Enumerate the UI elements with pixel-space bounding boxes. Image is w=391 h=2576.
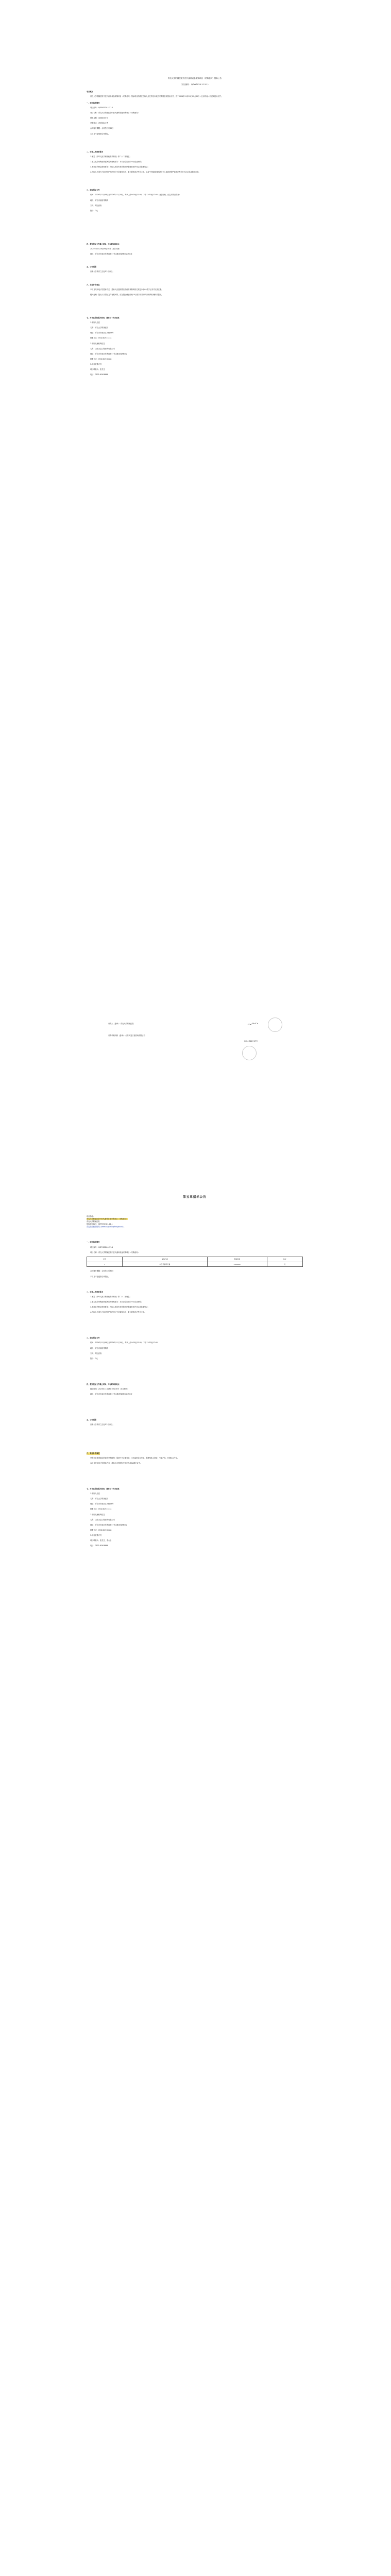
list-item: 电话：0532-82918888 (90, 374, 109, 376)
list-item: 地址：青岛市市南区东海西路37号金都花园A座6层 (90, 1523, 128, 1526)
col-header-index: 序号 (87, 1257, 123, 1262)
cell-index: 1 (87, 1262, 123, 1267)
handwritten-signature (247, 1023, 259, 1026)
doc1-section-3-body (87, 194, 303, 212)
doc1-sign-purchaser: 采购人（盖章）：青岛大学附属医院 (108, 1023, 134, 1025)
doc1-section-5-body (87, 270, 303, 273)
list-item: 地点：青岛市政府采购网 (90, 1347, 109, 1349)
list-item: 本项目不接受联合体投标。 (90, 1275, 110, 1278)
list-item: 1.满足《中华人民共和国政府采购法》第二十二条规定； (90, 155, 131, 158)
list-item: 联系方式：0532-82911234 (90, 337, 112, 340)
doc1-section-6-body (87, 289, 303, 296)
col-header-budget: 预算金额 (207, 1257, 267, 1262)
list-item: 名称：青岛大学附属医院 (90, 327, 109, 329)
agency-seal (242, 1046, 257, 1060)
list-item: 自本公告发布之日起5个工作日。 (90, 270, 114, 273)
doc2-summary-label: 项目名称： (87, 1215, 95, 1217)
list-item: 2.落实政府采购政策需满足的资格要求：本项目专门面向中小企业采购； (90, 1300, 143, 1303)
doc1-section-4-body (87, 248, 303, 256)
list-item: 名称：山东天鉴工程咨询有限公司 (90, 347, 115, 350)
list-item: 合同履行期限：合同签订后30日 (90, 1270, 114, 1273)
list-item: 1.满足《中华人民共和国政府采购法》第二十二条规定； (90, 1295, 131, 1298)
list-item: 3.项目联系方式 (90, 1534, 102, 1537)
list-item: 名称：山东天鉴工程咨询有限公司 (90, 1518, 115, 1521)
list-item: 疑问处理：投标人对招标文件有疑问的，应在投标截止时间10日前以书面形式向采购代理机构提出。 (90, 293, 163, 296)
doc2-section-2: 二、申请人的资格要求 (87, 1291, 103, 1293)
doc1-code: （项目编号：QDYY2024-1-11-1） (180, 83, 210, 86)
doc1-section-3: 三、获取招标文件 (87, 189, 100, 192)
list-item: 项目名称：青岛大学附属医院中医代谢科设备采购项目（采购意向） (90, 1251, 140, 1253)
budget-table (87, 1257, 303, 1267)
doc2-purchaser: 青岛大学附属医院 (87, 1221, 100, 1223)
announcement-page-1 (0, 0, 391, 1139)
budget-table-header (87, 1257, 303, 1262)
list-item: 3.项目联系方式 (90, 363, 102, 365)
doc2-section-4: 四、提交投标文件截止时间、开标时间和地点 (87, 1383, 120, 1385)
list-item: 方式：网上获取 (90, 204, 102, 207)
official-seal (268, 1018, 282, 1032)
cell-budget: 1500000 (207, 1262, 267, 1267)
doc1-section-5: 五、公告期限 (87, 266, 97, 268)
list-item: 采购需求：详见招标文件 (90, 122, 109, 125)
list-item: 联系方式：0532-82911234 (90, 1508, 112, 1511)
list-item: 项目联系人：张先生、李女士 (90, 1539, 112, 1542)
cell-content: 中医代谢科设备 (123, 1262, 207, 1267)
list-item: 3.本项目的特定资格要求：投标人须具有有效的医疗器械经营许可证或备案凭证； (90, 1306, 149, 1309)
doc1-date: 2024年11月07日 (244, 1040, 258, 1043)
doc1-intro: 青岛大学附属医院中医代谢科设备采购项目（采购意向）招标项目的潜在投标人应在青岛市政府采购网获取招标文件，并于2024年11月28日09点30分（北京时间）前递交投标文件。 (90, 95, 223, 97)
list-item: 项目编号：QDYY2024-1-11-1 (90, 106, 113, 109)
list-item: 本项目采用电子招投标方式，投标人应按照青岛市政府采购网有关规定办理CA数字证书并完成注册。 (90, 288, 163, 291)
col-header-content: 采购内容 (123, 1257, 207, 1262)
doc2-summary (87, 1215, 303, 1229)
doc2-contacts (87, 1493, 303, 1547)
list-item: 方式：网上获取 (90, 1352, 102, 1354)
list-item: 项目编号：QDYY2024-1-11-1 (90, 1246, 113, 1248)
doc2-section-6-body (87, 1457, 303, 1465)
doc2-title: 第五章招标公告 (183, 1196, 207, 1199)
list-item: 2.采购代理机构信息 (90, 1513, 105, 1516)
list-item: 地点：青岛市市南区东海西路37号金都花园A座6层开标室 (90, 253, 132, 256)
col-header-unit: 单位 (267, 1257, 303, 1262)
doc1-section-1: 一、项目基本情况 (87, 101, 100, 104)
list-item: 截止时间：2024年11月28日09点30分（北京时间） (90, 1388, 129, 1391)
list-item: 地址：青岛市市南区东海西路37号金都花园A座6层 (90, 352, 128, 355)
list-item: 电话：0532-82918888 (90, 1545, 109, 1547)
doc2-section-4-body (87, 1388, 303, 1396)
doc1-contacts (87, 321, 303, 376)
list-item: 本项目采用电子招投标方式，投标人应按照有关规定办理CA数字证书。 (90, 1462, 142, 1464)
list-item: 项目名称：青岛大学附属医院中医代谢科设备采购项目（采购意向） (90, 112, 140, 114)
doc2-section-1-tail (87, 1270, 303, 1278)
list-item: 2.采购代理机构信息 (90, 342, 105, 345)
announcement-page-2 (0, 1139, 391, 2576)
list-item: 名称：青岛大学附属医院 (90, 1498, 109, 1500)
doc2-project-name-highlight: 青岛大学附属医院中医代谢科设备采购项目（采购意向） (87, 1217, 128, 1220)
doc2-website: 青岛市政府采购网（www.ccgp-qingdao.gov.cn） (87, 1226, 125, 1228)
list-item: 4.投标人不得为“信用中国”网站列入失信被执行人、重大税收违法失信主体，以及“中国政府采购网”列入政府采购严重违法失信行为记录名单的供应商。 (90, 171, 200, 174)
list-item: 自本公告发布之日起5个工作日。 (90, 1423, 114, 1426)
doc2-section-1-body (87, 1246, 303, 1254)
list-item: 本项目不接受联合体投标。 (90, 132, 110, 135)
list-item: 2.落实政府采购政策需满足的资格要求：本项目专门面向中小企业采购； (90, 160, 143, 163)
doc2-section-5: 五、公告期限 (87, 1419, 97, 1421)
list-item: 时间：2024年11月08日至2024年11月15日，每天上午9:00至11:30，下午13:30至17:00 (90, 1342, 158, 1344)
list-item: 时间：2024年11月08日至2024年11月15日，每天上午9:00至11:30，下午13:30至17:00（北京时间，法定节假日除外） (90, 194, 181, 196)
list-item: 售价：0元 (90, 209, 98, 212)
doc2-section-3-body (87, 1342, 303, 1360)
cell-unit: 元 (267, 1262, 303, 1267)
doc1-title: 青岛大学附属医院中医代谢科设备采购项目（采购意向）招标公告 (167, 77, 222, 79)
doc1-section-2: 二、申请人的资格要求 (87, 150, 103, 153)
list-item: 1.采购人信息 (90, 321, 100, 324)
list-item: 地址：青岛市市南区江苏路16号 (90, 332, 114, 334)
list-item: 联系方式：0532-82918888 (90, 1529, 112, 1531)
doc2-code: 招标项目编号：QDYY2024-1-11-1 (87, 1223, 113, 1226)
list-item: 3.本项目的特定资格要求：投标人须具有有效的医疗器械经营许可证或备案凭证； (90, 166, 149, 168)
list-item: 地址：青岛市市南区江苏路16号 (90, 1503, 114, 1505)
list-item: 采购项目需要落实的政府采购政策：促进中小企业发展、支持监狱企业发展、促进残疾人就业、节能产品、环境标志产品。 (90, 1456, 179, 1459)
list-item: 联系方式：0532-82918888 (90, 358, 112, 360)
list-item: 合同履行期限：合同签订后30日 (90, 127, 114, 130)
page-2-content (87, 1195, 303, 1550)
list-item: 地点：青岛市政府采购网 (90, 199, 109, 201)
page-1-content (87, 77, 303, 379)
doc1-section-6: 六、其他补充事宜 (87, 283, 100, 286)
doc1-section-7: 七、对本次招标提出询问，请按以下方式联系 (87, 316, 120, 319)
doc1-section-1-body (87, 107, 303, 135)
doc2-section-1: 一、项目基本情况 (87, 1241, 100, 1244)
doc1-sign-agency: 采购代理机构（盖章）：山东天鉴工程咨询有限公司 (108, 1035, 145, 1037)
doc2-section-7: 七、对本次招标提出询问，请按以下方式联系 (87, 1487, 120, 1490)
doc1-section-4: 四、提交投标文件截止时间、开标时间和地点 (87, 243, 120, 245)
doc2-section-6: 六、其他补充事宜 (87, 1452, 100, 1454)
list-item: 售价：0元 (90, 1357, 98, 1360)
list-item: 1.采购人信息 (90, 1493, 100, 1495)
doc2-section-2-body (87, 1296, 303, 1314)
doc2-section-3: 三、获取招标文件 (87, 1337, 100, 1340)
list-item: 地点：青岛市市南区东海西路37号金都花园A座6层开标室 (90, 1393, 132, 1396)
doc1-intro-head: 项目概况 (87, 90, 93, 93)
list-item: 项目联系人：张先生 (90, 368, 105, 371)
list-item: 预算金额：壹佰伍拾万元 (90, 117, 109, 120)
list-item: 2024年11月28日09点30分（北京时间） (90, 248, 121, 250)
doc2-section-5-body (87, 1423, 303, 1426)
list-item: 4.投标人不得为“信用中国”网站列入失信被执行人、重大税收违法失信主体。 (90, 1311, 146, 1314)
doc1-section-2-body (87, 156, 303, 174)
table-row (87, 1262, 303, 1267)
